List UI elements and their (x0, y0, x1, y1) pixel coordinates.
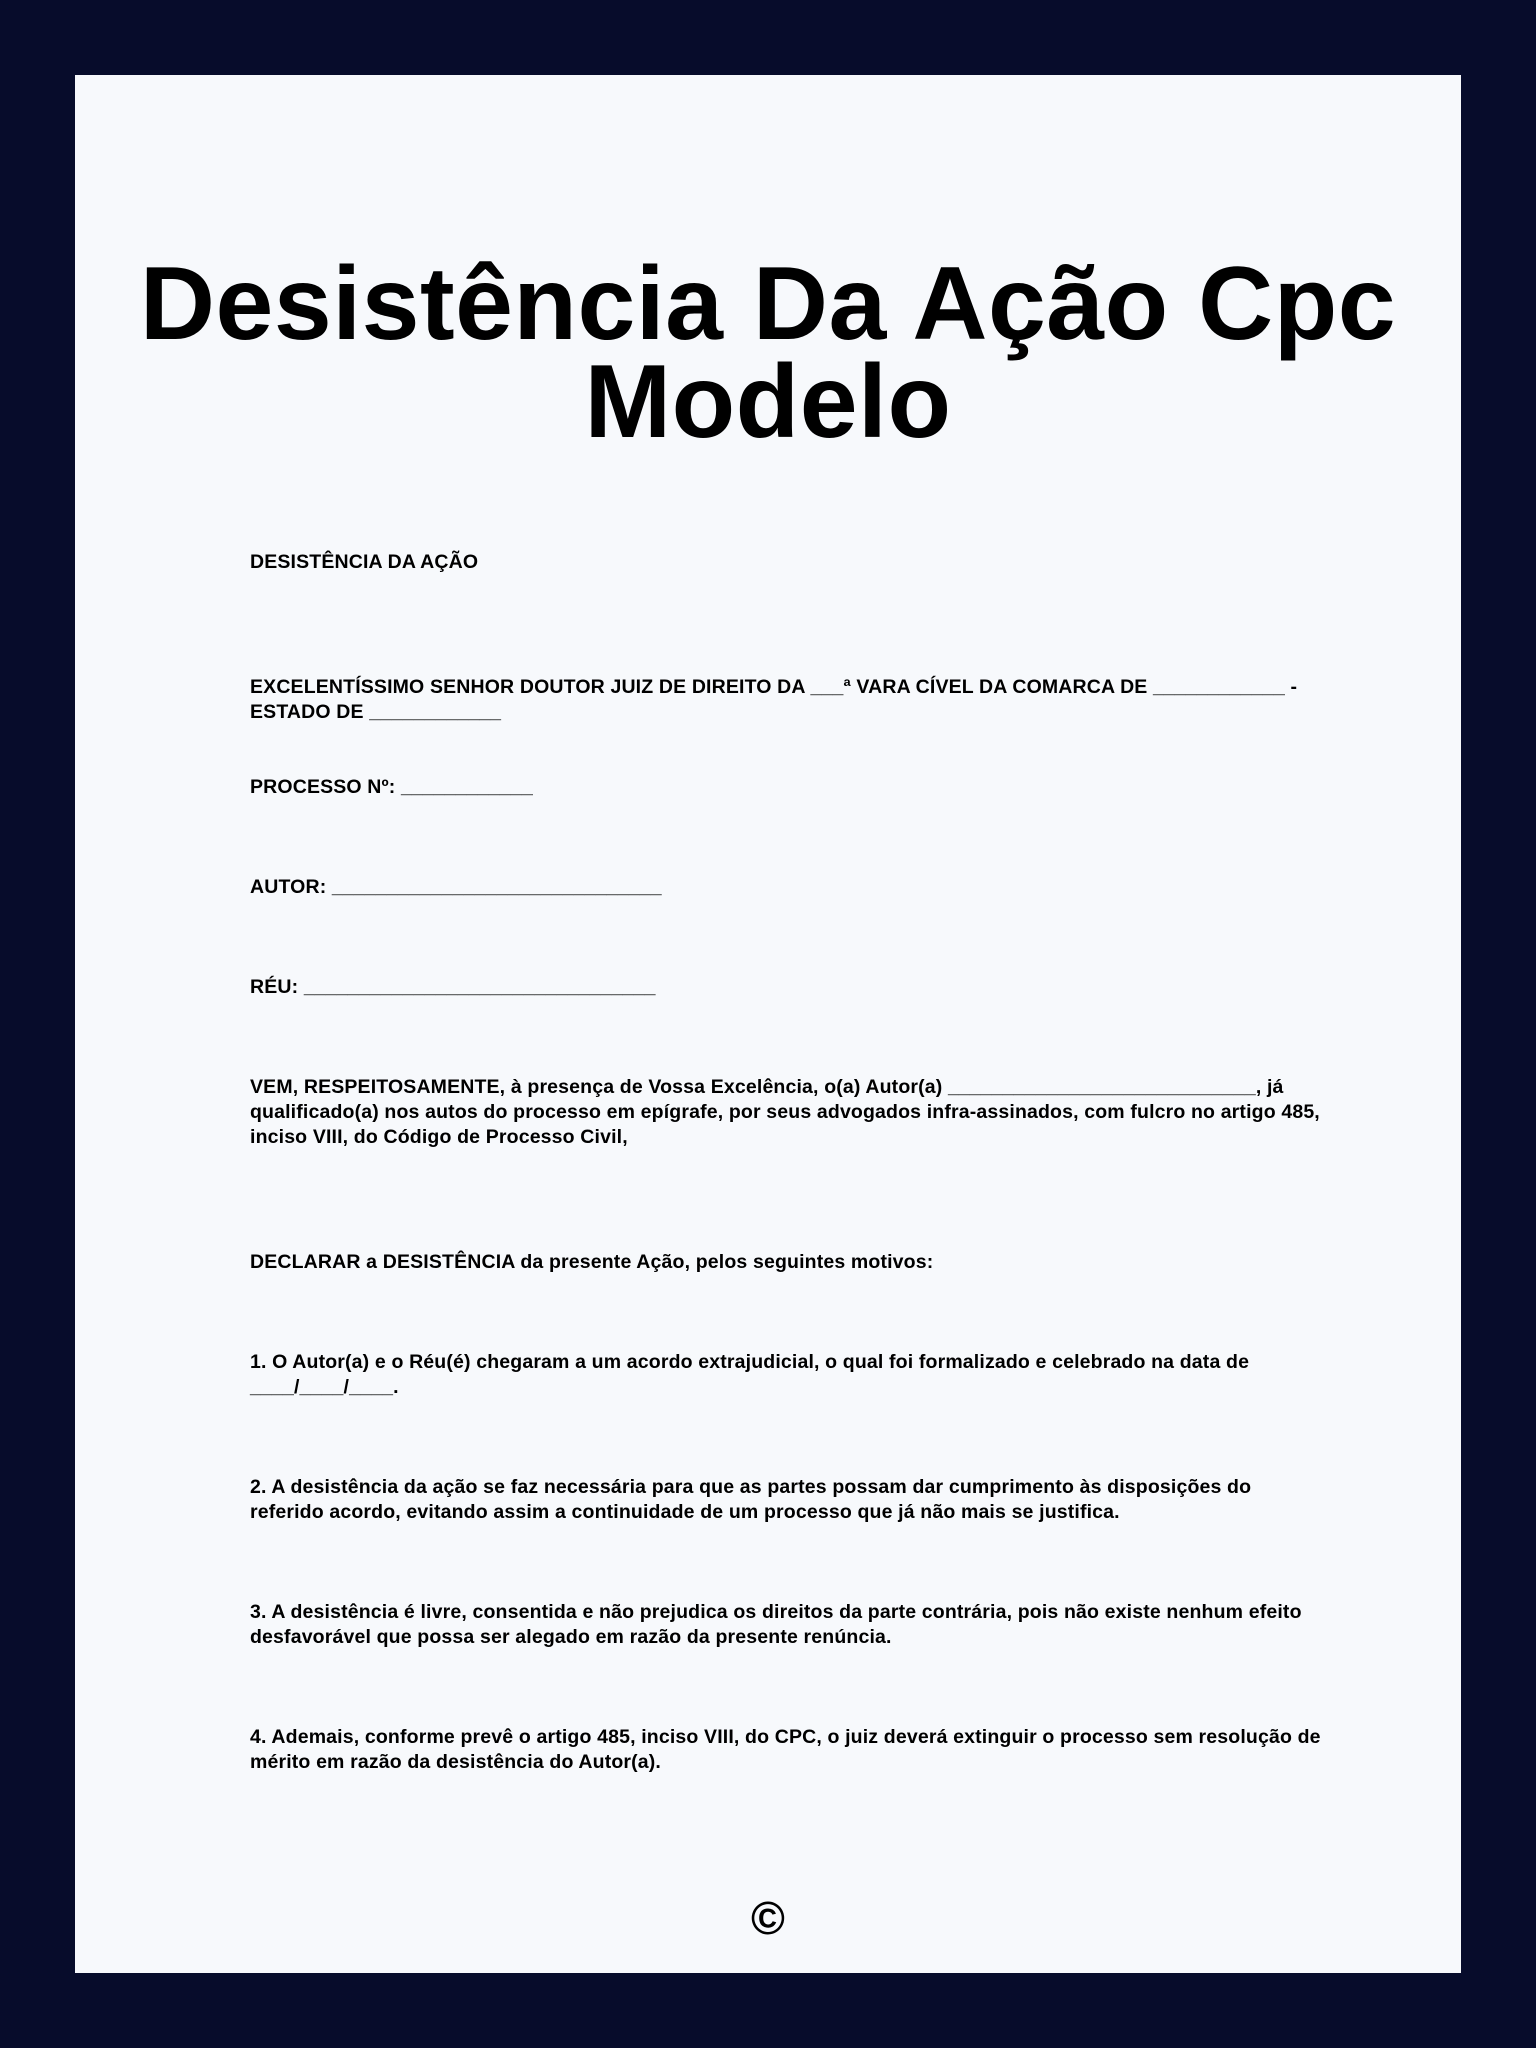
addressee-paragraph: EXCELENTÍSSIMO SENHOR DOUTOR JUIZ DE DIREITO DA ___ª VARA CÍVEL DA COMARCA DE ____________ - ESTADO DE ____________ (250, 676, 1298, 723)
defendant-line: RÉU: ________________________________ (250, 976, 656, 998)
declaration-paragraph: DECLARAR a DESISTÊNCIA da presente Ação, pelos seguintes motivos: (250, 1251, 934, 1273)
reason-item-1: 1. O Autor(a) e o Réu(é) chegaram a um acordo extrajudicial, o qual foi formalizado e celebrado na data de ____/____/____. (250, 1351, 1250, 1398)
reason-item-3: 3. A desistência é livre, consentida e não prejudica os direitos da parte contrária, pois não existe nenhum efeito desfavorável que possa ser alegado em razão da presente renúncia. (250, 1601, 1302, 1648)
author-line: AUTOR: ______________________________ (250, 876, 662, 898)
reason-item-4: 4. Ademais, conforme prevê o artigo 485, inciso VIII, do CPC, o juiz deverá extinguir o processo sem resolução de mérito em razão da desistência do Autor(a). (250, 1726, 1321, 1773)
document-page (75, 75, 1461, 1973)
document-heading: DESISTÊNCIA DA AÇÃO (250, 551, 479, 573)
reason-item-2: 2. A desistência da ação se faz necessária para que as partes possam dar cumprimento às disposições do referido acordo, evitando assim a continuidade de um processo que já não mais se justifica. (250, 1476, 1252, 1523)
process-number-line: PROCESSO Nº: ____________ (250, 776, 533, 798)
intro-paragraph: VEM, RESPEITOSAMENTE, à presença de Vossa Excelência, o(a) Autor(a) ____________________________, já qualificado(a) nos autos do processo em epígrafe, por seus advogados infra-assinados, com fulcro no artigo 485, inciso VIII, do Código de Processo Civil, (250, 1076, 1320, 1148)
copyright-icon: © (751, 1892, 785, 1944)
document-title: Desistência Da Ação Cpc Modelo (139, 246, 1397, 460)
